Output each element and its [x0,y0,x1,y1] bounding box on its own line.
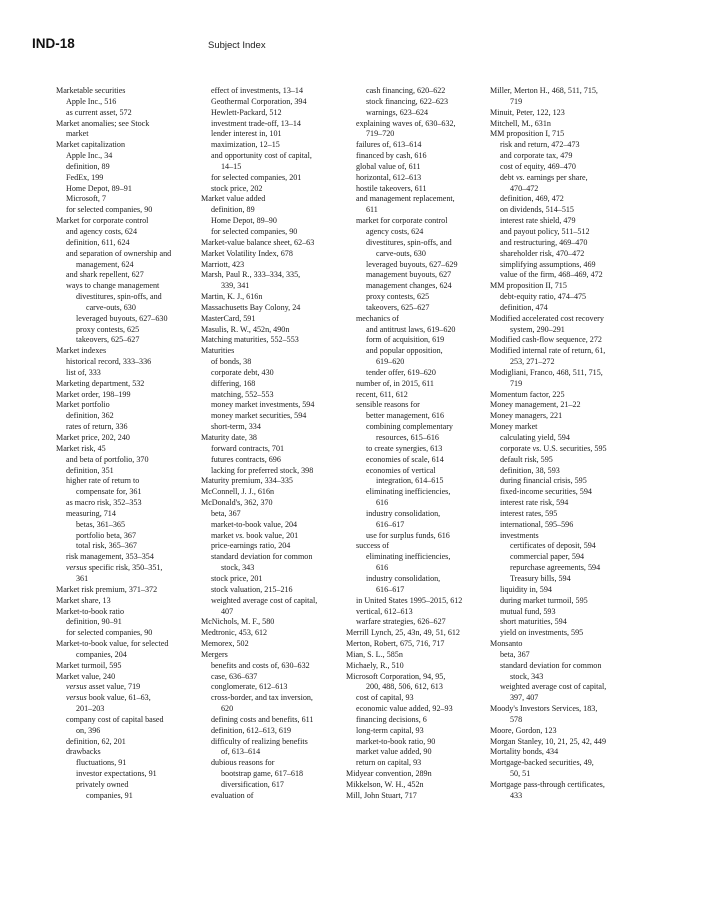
index-entry: 719 [510,96,523,106]
index-entry: Memorex, 502 [201,639,249,649]
index-entry: Maturity date, 38 [201,433,257,442]
index-entry: 14–15 [221,161,242,171]
index-entry: shareholder risk, 470–472 [500,248,585,258]
index-entry: 616–617 [376,584,405,594]
index-entry: 361 [76,573,89,583]
index-entry: financed by cash, 616 [356,151,427,161]
index-entry: MM proposition II, 715 [490,281,567,291]
index-entry: takeovers, 625–627 [76,335,140,345]
index-entry: stock financing, 622–623 [366,96,449,106]
index-entry: carve-outs, 630 [376,248,426,258]
index-entry: Home Depot, 89–90 [211,216,277,226]
index-entry: Mian, S. L., 585n [346,649,403,659]
index-entry: Money management, 21–22 [490,400,581,410]
index-entry: cash financing, 620–622 [366,86,446,95]
index-entry: forward contracts, 701 [211,443,285,453]
index-entry: and management replacement, [356,194,455,204]
index-entry: and agency costs, 624 [66,226,138,236]
index-entry: stock, 343 [510,671,544,681]
index-entry: recent, 611, 612 [356,389,408,399]
index-entry: 470–472 [510,183,539,193]
index-entry: agency costs, 624 [366,226,424,236]
index-entry: definition, 89 [66,161,110,171]
index-entry: Merrill Lynch, 25, 43n, 49, 51, 612 [346,628,460,638]
index-entry: mutual fund, 593 [500,606,556,616]
index-entry: Modified internal rate of return, 61, [490,346,606,356]
index-entry: betas, 361–365 [76,519,126,529]
index-entry: McDonald's, 362, 370 [201,498,273,508]
index-entry: Mill, John Stuart, 717 [346,790,417,800]
index-entry: historical record, 333–336 [66,357,152,367]
index-entry: Miller, Merton H., 468, 511, 715, [490,86,598,95]
index-entry: Market value added [201,194,266,204]
index-entry: economies of scale, 614 [366,454,444,464]
index-entry: definition, 90–91 [66,617,122,627]
index-entry: effect of investments, 13–14 [211,86,304,95]
index-entry: Modified accelerated cost recovery [490,313,604,323]
index-entry: beta, 367 [211,508,241,518]
index-entry: standard deviation for common [211,552,313,562]
index-entry: definition, 612–613, 619 [211,725,292,735]
index-entry: carve-outs, 630 [86,302,136,312]
index-entry: futures contracts, 696 [211,454,281,464]
index-entry: corporate vs. U.S. securities, 595 [500,443,607,453]
index-entry: in United States 1995–2015, 612 [356,595,463,605]
index-entry: to create synergies, 613 [366,443,443,453]
index-entry: mechanics of [356,313,399,323]
index-entry: FedEx, 199 [66,172,104,182]
page-header [32,36,266,56]
index-entry: Market share, 13 [56,595,111,605]
index-entry: McConnell, J. J., 616n [201,487,275,497]
index-entry: better management, 616 [366,411,444,421]
index-entry: Marriott, 423 [201,259,245,269]
index-entry: during financial crisis, 595 [500,476,587,486]
index-entry: ways to change management [66,281,160,291]
index-entry: Mitchell, M., 631n [490,118,551,128]
index-entry: and beta of portfolio, 370 [66,454,149,464]
index-entry: for selected companies, 90 [211,226,298,236]
index-entry: Market price, 202, 240 [56,433,130,442]
index-entry: Home Depot, 89–91 [66,183,132,193]
index-entry: matching, 552–553 [211,389,274,399]
index-entry: of, 613–614 [221,747,261,757]
index-entry: rates of return, 336 [66,422,128,432]
index-entry: stock, 343 [221,563,255,573]
page-number: IND-18 [32,36,75,51]
index-entry: and restructuring, 469–470 [500,237,588,247]
index-entry: during market turmoil, 595 [500,595,588,605]
index-entry: differing, 168 [211,378,256,388]
index-entry: Maturities [201,346,235,356]
index-entry: simplifying assumptions, 469 [500,259,596,269]
index-entry: Market turmoil, 595 [56,660,122,670]
index-entry: integration, 614–615 [376,476,444,486]
index-entry: Marketing department, 532 [56,378,145,388]
index-entry: vertical, 612–613 [356,606,413,616]
index-entry: Treasury bills, 594 [510,573,571,583]
index-entry: economic value added, 92–93 [356,704,453,714]
index-entry: on dividends, 514–515 [500,205,574,215]
index-entry: short-term, 334 [211,422,261,432]
index-entry: Market value, 240 [56,671,116,681]
index-entry: default risk, 595 [500,454,553,464]
index-entry: 616 [376,563,389,573]
index-entry: Apple Inc., 34 [66,151,113,161]
index-entry: investor expectations, 91 [76,769,157,779]
index-entry: Mergers [201,649,228,659]
index-entry: commercial paper, 594 [510,552,585,562]
index-entry: 253, 271–272 [510,357,555,367]
index-entry: for selected companies, 90 [66,205,153,215]
index-entry: and popular opposition, [366,346,443,356]
index-entry: Midyear convention, 289n [346,769,432,779]
index-entry: case, 636–637 [211,671,258,681]
index-entry: cost of equity, 469–470 [500,161,576,171]
index-entry: Merton, Robert, 675, 716, 717 [346,639,445,649]
index-entry: market-to-book ratio, 90 [356,736,436,746]
index-entry: on, 396 [76,725,101,735]
index-entry: money market investments, 594 [211,400,315,410]
index-entry: lacking for preferred stock, 398 [211,465,314,475]
index-entry: MasterCard, 591 [201,313,256,323]
index-entry: and corporate tax, 479 [500,151,573,161]
index-entry: Mortgage pass-through certificates, [490,780,605,789]
index-entry: Market for corporate control [56,216,149,226]
index-entry: Minuit, Peter, 122, 123 [490,107,565,117]
index-entry: evaluation of [211,790,254,800]
index-entry: Medtronic, 453, 612 [201,628,268,638]
index-entry: financing decisions, 6 [356,714,427,724]
index-entry: fixed-income securities, 594 [500,487,592,497]
index-entry: investment trade-off, 13–14 [211,118,301,128]
index-entry: higher rate of return to [66,476,140,486]
index-entry: 719–720 [366,129,395,139]
index-entry: management buyouts, 627 [366,270,452,280]
index-entry: combining complementary [366,422,453,432]
index-entry: Monsanto [490,639,523,649]
index-entry: 201–203 [76,704,105,714]
index-entry: debt-equity ratio, 474–475 [500,292,587,302]
index-entry: for selected companies, 90 [66,628,153,638]
index-entry: Mortality bonds, 434 [490,747,559,757]
index-entry: explaining waves of, 630–632, [356,118,456,128]
index-entry: liquidity in, 594 [500,584,552,594]
index-entry: warfare strategies, 626–627 [356,617,446,627]
index-entry: Market-value balance sheet, 62–63 [201,237,315,247]
index-entry: MM proposition I, 715 [490,129,565,139]
index-entry: as macro risk, 352–353 [66,498,142,508]
index-entry: Money market [490,422,538,432]
index-entry: Money managers, 221 [490,411,563,421]
index-entry: 397, 407 [510,693,539,703]
index-entry: and payout policy, 511–512 [500,226,590,236]
index-entry: 611 [366,205,378,215]
index-entry: Market-to-book value, for selected [56,639,169,649]
index-entry: company cost of capital based [66,714,164,724]
index-entry: interest rates, 595 [500,508,558,518]
index-entry: defining costs and benefits, 611 [211,714,314,724]
index-entry: stock valuation, 215–216 [211,584,293,594]
index-entry: market [66,129,89,139]
index-entry: fluctuations, 91 [76,758,127,768]
index-entry: and antitrust laws, 619–620 [366,324,456,334]
index-entry: global value of, 611 [356,161,421,171]
index-entry: stock price, 202 [211,183,263,193]
index-entry: short maturities, 594 [500,617,567,627]
index-entry: 719 [510,378,523,388]
index-entry: stock price, 201 [211,573,263,583]
index-entry: Mortgage-backed securities, 49, [490,758,594,768]
index-entry: standard deviation for common [500,660,602,670]
index-entry: 339, 341 [221,281,250,291]
index-entry: form of acquisition, 619 [366,335,445,345]
index-entry: cost of capital, 93 [356,693,414,703]
index-entry: for selected companies, 201 [211,172,302,182]
index-entry: 407 [221,606,234,616]
index-entry: versus specific risk, 350–351, [66,563,163,573]
index-entry: certificates of deposit, 594 [510,541,596,551]
index-entry: market-to-book value, 204 [211,519,298,529]
index-entry: 616–617 [376,519,405,529]
index-entry: repurchase agreements, 594 [510,563,601,573]
index-entry: Market-to-book ratio [56,606,125,616]
index-entry: Hewlett-Packard, 512 [211,107,282,117]
index-entry: international, 595–596 [500,519,574,529]
index-entry: economies of vertical [366,465,436,475]
index-entry: portfolio beta, 367 [76,530,137,540]
index-entry: Market risk premium, 371–372 [56,584,158,594]
index-column-2 [201,86,339,802]
index-entry: Moore, Gordon, 123 [490,725,557,735]
index-entry: value of the firm, 468–469, 472 [500,270,603,280]
index-entry: difficulty of realizing benefits [211,736,308,746]
index-entry: Market Volatility Index, 678 [201,248,293,258]
index-entry: market value added, 90 [356,747,432,757]
index-entry: debt vs. earnings per share, [500,172,588,182]
index-entry: investments [500,530,539,540]
index-entry: Market risk, 45 [56,443,106,453]
index-entry: leveraged buyouts, 627–629 [366,259,458,269]
index-entry: risk and return, 472–473 [500,140,580,150]
index-entry: interest rate shield, 479 [500,216,576,226]
index-entry: conglomerate, 612–613 [211,682,288,692]
index-entry: Masulis, R. W., 452n, 490n [201,324,290,334]
index-entry: Market indexes [56,346,107,356]
index-entry: market vs. book value, 201 [211,530,299,540]
index-entry: 619–620 [376,357,405,367]
index-entry: yield on investments, 595 [500,628,584,638]
index-entry: McNichols, M. F., 580 [201,617,275,627]
index-entry: Matching maturities, 552–553 [201,335,299,345]
index-entry: as current asset, 572 [66,107,132,117]
index-entry: companies, 204 [76,649,127,659]
index-entry: diversification, 617 [221,780,284,789]
index-entry: compensate for, 361 [76,487,142,497]
index-entry: calculating yield, 594 [500,433,570,442]
index-entry: definition, 611, 624 [66,237,130,247]
index-entry: 620 [221,704,234,714]
index-entry: industry consolidation, [366,508,441,518]
index-entry: leveraged buyouts, 627–630 [76,313,168,323]
index-entry: cross-border, and tax inversion, [211,693,313,703]
running-title: Subject Index [208,40,266,51]
index-entry: price-earnings ratio, 204 [211,541,291,551]
index-entry: Microsoft Corporation, 94, 95, [346,671,446,681]
index-entry: benefits and costs of, 630–632 [211,660,310,670]
index-entry: hostile takeovers, 611 [356,183,427,193]
index-entry: Martin, K. J., 616n [201,292,263,302]
index-entry: proxy contests, 625 [366,292,430,302]
index-entry: lender interest in, 101 [211,129,282,139]
index-entry: versus asset value, 719 [66,682,141,692]
index-entry: definition, 362 [66,411,114,421]
index-entry: eliminating inefficiencies, [366,487,451,497]
index-entry: long-term capital, 93 [356,725,424,735]
index-entry: tender offer, 619–620 [366,367,436,377]
index-entry: Modigliani, Franco, 468, 511, 715, [490,367,603,377]
index-entry: definition, 62, 201 [66,736,126,746]
index-entry: Microsoft, 7 [66,194,107,204]
index-column-3 [346,86,484,802]
index-entry: weighted average cost of capital, [500,682,607,692]
index-entry: Maturity premium, 334–335 [201,476,293,486]
index-entry: Marketable securities [56,86,126,95]
index-entry: beta, 367 [500,649,530,659]
index-entry: Apple Inc., 516 [66,96,117,106]
index-entry: success of [356,541,390,551]
index-entry: system, 290–291 [510,324,565,334]
index-entry: proxy contests, 625 [76,324,140,334]
index-entry: Geothermal Corporation, 394 [211,96,307,106]
index-entry: 200, 488, 506, 612, 613 [366,682,443,692]
index-entry: 616 [376,498,389,508]
index-entry: maximization, 12–15 [211,140,280,150]
index-entry: resources, 615–616 [376,433,439,442]
index-entry: Morgan Stanley, 10, 21, 25, 42, 449 [490,736,607,746]
index-entry: privately owned [76,780,129,789]
index-entry: Marsh, Paul R., 333–334, 335, [201,270,301,280]
index-entry: Michaely, R., 510 [346,660,404,670]
index-entry: Massachusetts Bay Colony, 24 [201,302,301,312]
index-entry: definition, 38, 593 [500,465,560,475]
index-entry: definition, 351 [66,465,114,475]
index-entry: Modified cash-flow sequence, 272 [490,335,602,345]
index-entry: of bonds, 38 [211,357,252,367]
index-entry: bootstrap game, 617–618 [221,769,304,779]
index-entry: industry consolidation, [366,573,441,583]
index-entry: definition, 469, 472 [500,194,564,204]
index-entry: Mikkelson, W. H., 452n [346,780,424,789]
index-entry: return on capital, 93 [356,758,422,768]
index-entry: Market capitalization [56,140,125,150]
index-entry: failures of, 613–614 [356,140,422,150]
index-entry: market for corporate control [356,216,448,226]
index-entry: eliminating inefficiencies, [366,552,451,562]
index-entry: versus book value, 61–63, [66,693,151,703]
index-entry: Market portfolio [56,400,110,410]
index-entry: management changes, 624 [366,281,452,291]
index-entry: warnings, 623–624 [366,107,429,117]
index-entry: takeovers, 625–627 [366,302,430,312]
index-entry: 578 [510,714,523,724]
index-entry: total risk, 365–367 [76,541,137,551]
index-column-1 [56,86,194,802]
index-entry: risk management, 353–354 [66,552,154,562]
index-entry: weighted average cost of capital, [211,595,318,605]
index-entry: 50, 51 [510,769,531,779]
index-column-4 [490,86,640,802]
index-entry: management, 624 [76,259,134,269]
index-entry: and separation of ownership and [66,248,172,258]
index-entry: 433 [510,790,523,800]
index-entry: divestitures, spin-offs, and [76,292,162,302]
index-entry: use for surplus funds, 616 [366,530,450,540]
index-entry: money market securities, 594 [211,411,307,421]
index-entry: Moody's Investors Services, 183, [490,704,598,714]
index-entry: companies, 91 [86,790,133,800]
index-entry: sensible reasons for [356,400,420,410]
index-entry: drawbacks [66,747,101,757]
index-entry: number of, in 2015, 611 [356,378,434,388]
index-entry: and shark repellent, 627 [66,270,144,280]
index-entry: and opportunity cost of capital, [211,151,312,161]
index-entry: definition, 89 [211,205,255,215]
index-entry: interest rate risk, 594 [500,498,569,508]
index-entry: Market anomalies; see Stock [56,118,150,128]
index-entry: dubious reasons for [211,758,275,768]
index-entry: measuring, 714 [66,508,116,518]
index-entry: Market order, 198–199 [56,389,131,399]
index-entry: list of, 333 [66,367,101,377]
index-entry: corporate debt, 430 [211,367,274,377]
index-entry: horizontal, 612–613 [356,172,422,182]
index-entry: divestitures, spin-offs, and [366,237,452,247]
index-entry: definition, 474 [500,302,548,312]
index-entry: Momentum factor, 225 [490,389,565,399]
